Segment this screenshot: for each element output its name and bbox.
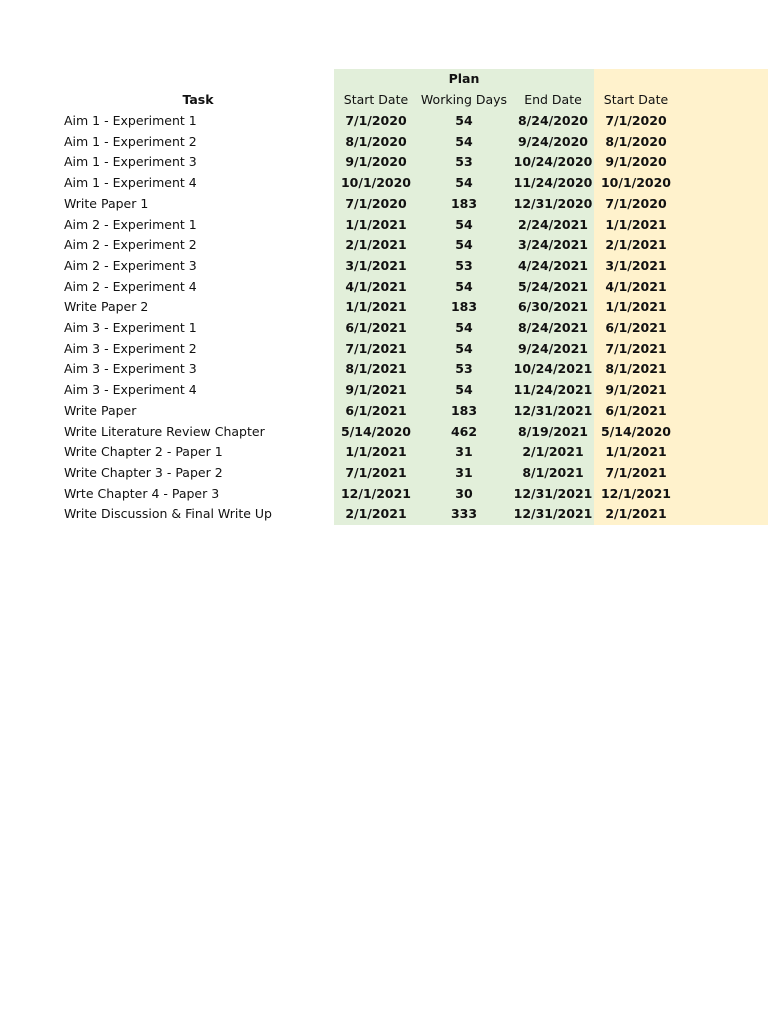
working-days-cell: 462 [450,423,478,439]
table-row [0,297,768,318]
working-days-column-heading: Working Days [420,92,508,107]
end-date-cell: 2/24/2021 [517,216,588,232]
actual-start-date-cell: 3/1/2021 [605,257,667,273]
start-date-cell: 2/1/2021 [345,506,407,522]
end-date-cell: 12/31/2021 [513,506,593,522]
table-row [0,359,768,380]
task-cell: Aim 2 - Experiment 1 [64,216,197,232]
end-date-cell: 8/24/2020 [517,113,588,128]
start-date-cell: 7/1/2020 [345,113,407,128]
working-days-cell: 53 [455,361,473,377]
task-cell: Aim 1 - Experiment 4 [64,175,197,191]
end-date-cell: 10/24/2020 [513,154,593,170]
working-days-cell: 54 [455,278,473,294]
working-days-cell: 183 [450,299,478,315]
actual-start-date-column-heading: Start Date [603,92,669,107]
start-date-cell: 5/14/2020 [340,423,411,439]
table-row [0,401,768,422]
start-date-cell: 8/1/2020 [345,133,407,149]
end-date-cell: 12/31/2021 [513,402,593,418]
start-date-cell: 6/1/2021 [345,320,407,335]
actual-start-date-cell: 1/1/2021 [605,444,667,460]
end-date-cell: 10/24/2021 [513,361,593,377]
table-row [0,132,768,153]
end-date-cell: 12/31/2020 [513,195,593,211]
working-days-cell: 183 [450,195,478,211]
working-days-cell: 54 [455,175,473,191]
table-row [0,256,768,277]
table-row [0,380,768,401]
actual-start-date-cell: 10/1/2020 [600,175,671,191]
working-days-cell: 54 [455,340,473,356]
end-date-column-heading: End Date [524,92,582,107]
start-date-cell: 9/1/2020 [345,154,407,170]
start-date-cell: 12/1/2021 [340,485,411,501]
table-row [0,484,768,505]
task-cell: Write Discussion & Final Write Up [64,506,272,522]
actual-start-date-cell: 4/1/2021 [605,278,667,294]
working-days-cell: 54 [455,216,473,232]
end-date-cell: 9/24/2020 [517,133,588,149]
task-cell: Write Paper [64,402,137,418]
task-cell: Aim 1 - Experiment 3 [64,154,197,170]
working-days-cell: 31 [455,464,473,480]
task-cell: Aim 1 - Experiment 1 [64,113,197,128]
start-date-cell: 7/1/2021 [345,464,407,480]
task-cell: Aim 3 - Experiment 4 [64,382,197,398]
start-date-cell: 7/1/2021 [345,340,407,356]
start-date-cell: 3/1/2021 [345,257,407,273]
table-row [0,463,768,484]
start-date-cell: 9/1/2021 [345,382,407,398]
task-cell: Aim 1 - Experiment 2 [64,133,197,149]
task-cell: Write Literature Review Chapter [64,423,265,439]
start-date-cell: 1/1/2021 [345,216,407,232]
end-date-cell: 2/1/2021 [522,444,584,460]
table-row [0,277,768,298]
table-row [0,111,768,132]
working-days-cell: 54 [455,382,473,398]
table-row [0,442,768,463]
table-row [0,215,768,236]
end-date-cell: 8/24/2021 [517,320,588,335]
end-date-cell: 5/24/2021 [517,278,588,294]
task-cell: Write Paper 1 [64,195,149,211]
column-header-row [0,90,768,111]
working-days-cell: 30 [455,485,473,501]
start-date-column-heading: Start Date [343,92,409,107]
task-cell: Aim 3 - Experiment 3 [64,361,197,377]
start-date-cell: 10/1/2020 [340,175,411,191]
actual-start-date-cell: 2/1/2021 [605,506,667,522]
working-days-cell: 53 [455,154,473,170]
actual-start-date-cell: 9/1/2020 [605,154,667,170]
start-date-cell: 6/1/2021 [345,402,407,418]
actual-start-date-cell: 6/1/2021 [605,402,667,418]
actual-start-date-cell: 8/1/2021 [605,361,667,377]
plan-group-heading: Plan [448,71,480,86]
start-date-cell: 1/1/2021 [345,444,407,460]
table-row [0,422,768,443]
actual-start-date-cell: 12/1/2021 [600,485,671,501]
plan-header-row [0,69,768,90]
actual-start-date-cell: 6/1/2021 [605,320,667,335]
end-date-cell: 8/1/2021 [522,464,584,480]
working-days-cell: 31 [455,444,473,460]
end-date-cell: 11/24/2020 [513,175,593,191]
task-cell: Write Paper 2 [64,299,149,315]
start-date-cell: 1/1/2021 [345,299,407,315]
end-date-cell: 4/24/2021 [517,257,588,273]
actual-start-date-cell: 9/1/2021 [605,382,667,398]
table-row [0,504,768,525]
task-cell: Aim 3 - Experiment 2 [64,340,197,356]
task-cell: Wrte Chapter 4 - Paper 3 [64,485,220,501]
table-row [0,152,768,173]
task-cell: Write Chapter 3 - Paper 2 [64,464,223,480]
actual-start-date-cell: 5/14/2020 [600,423,671,439]
table-row [0,339,768,360]
task-column-heading: Task [182,92,214,107]
table-row [0,194,768,215]
working-days-cell: 54 [455,237,473,253]
end-date-cell: 3/24/2021 [517,237,588,253]
end-date-cell: 6/30/2021 [517,299,588,315]
table-row [0,173,768,194]
start-date-cell: 2/1/2021 [345,237,407,253]
working-days-cell: 183 [450,402,478,418]
actual-start-date-cell: 8/1/2020 [605,133,667,149]
working-days-cell: 54 [455,320,473,335]
task-cell: Aim 2 - Experiment 4 [64,278,197,294]
end-date-cell: 9/24/2021 [517,340,588,356]
end-date-cell: 11/24/2021 [513,382,593,398]
start-date-cell: 4/1/2021 [345,278,407,294]
actual-start-date-cell: 7/1/2020 [605,113,667,128]
task-cell: Write Chapter 2 - Paper 1 [64,444,223,460]
working-days-cell: 53 [455,257,473,273]
table-row [0,318,768,339]
actual-start-date-cell: 7/1/2021 [605,340,667,356]
actual-start-date-cell: 2/1/2021 [605,237,667,253]
actual-start-date-cell: 1/1/2021 [605,216,667,232]
start-date-cell: 7/1/2020 [345,195,407,211]
end-date-cell: 12/31/2021 [513,485,593,501]
task-cell: Aim 2 - Experiment 2 [64,237,197,253]
working-days-cell: 333 [450,506,478,522]
working-days-cell: 54 [455,133,473,149]
task-cell: Aim 3 - Experiment 1 [64,320,197,335]
working-days-cell: 54 [455,113,473,128]
actual-start-date-cell: 7/1/2020 [605,195,667,211]
actual-start-date-cell: 1/1/2021 [605,299,667,315]
actual-start-date-cell: 7/1/2021 [605,464,667,480]
end-date-cell: 8/19/2021 [517,423,588,439]
table-row [0,235,768,256]
task-cell: Aim 2 - Experiment 3 [64,257,197,273]
start-date-cell: 8/1/2021 [345,361,407,377]
